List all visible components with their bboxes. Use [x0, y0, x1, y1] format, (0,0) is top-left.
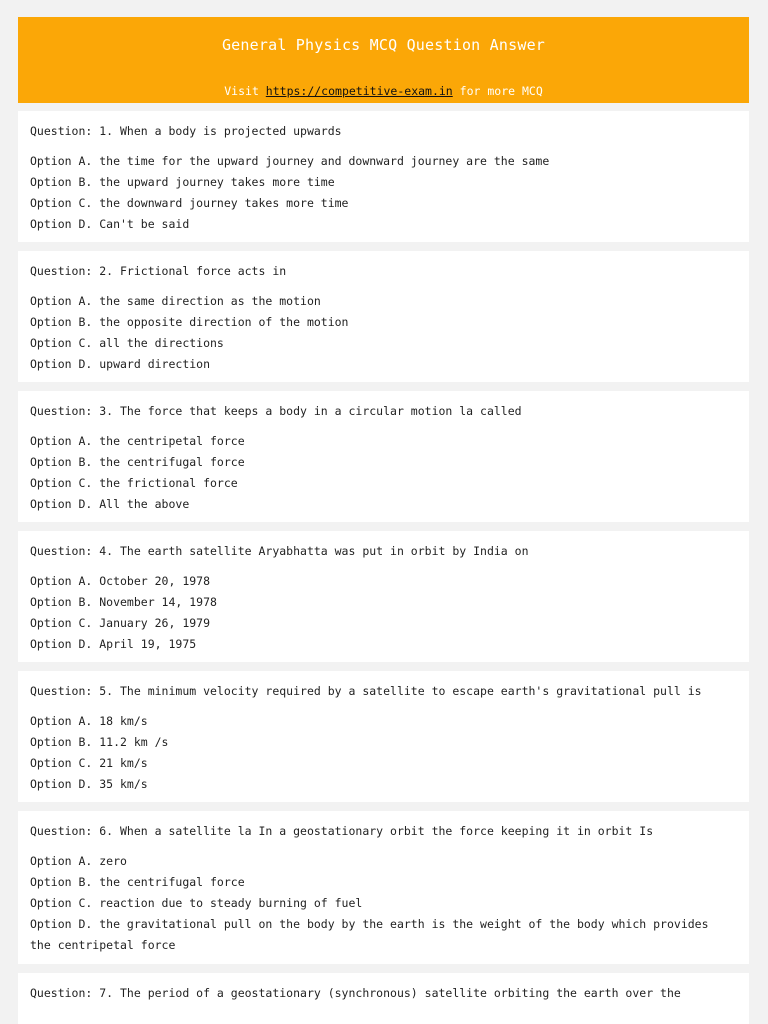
option-b: Option B. 11.2 km /s — [30, 735, 169, 749]
question-text: Question: 3. The force that keeps a body in a circular motion la called — [30, 404, 522, 418]
option-b: Option B. the centrifugal force — [30, 875, 245, 889]
option-b: Option B. the centrifugal force — [30, 455, 245, 469]
option-a: Option A. the centripetal force — [30, 434, 245, 448]
option-a: Option A. October 20, 1978 — [30, 574, 211, 588]
option-d: Option D. upward direction — [30, 357, 211, 371]
question-text: Question: 5. The minimum velocity required by a satellite to escape earth's gravitational pull is — [30, 684, 702, 698]
page-title: General Physics MCQ Question Answer — [221, 36, 546, 54]
option-c: Option C. all the directions — [30, 336, 224, 350]
visit-line — [18, 84, 749, 98]
option-c: Option C. reaction due to steady burning of fuel — [30, 896, 363, 910]
option-b: Option B. the opposite direction of the motion — [30, 315, 349, 329]
option-list — [30, 851, 733, 956]
option-list — [30, 711, 733, 795]
option-d: Option D. the gravitational pull on the body by the earth is the weight of the body which provides the centripetal force — [30, 917, 709, 952]
question-text: Question: 1. When a body is projected upwards — [30, 124, 342, 138]
question-card-5 — [18, 671, 749, 802]
option-d: Option D. April 19, 1975 — [30, 637, 197, 651]
visit-prefix: Visit — [224, 84, 266, 98]
option-c: Option C. the frictional force — [30, 476, 238, 490]
page-header — [18, 17, 749, 103]
option-b: Option B. November 14, 1978 — [30, 595, 217, 609]
site-link[interactable]: https://competitive-exam.in — [265, 84, 453, 98]
question-text: Question: 2. Frictional force acts in — [30, 264, 287, 278]
option-a: Option A. 18 km/s — [30, 714, 148, 728]
question-text: Question: 6. When a satellite la In a geostationary orbit the force keeping it in orbit Is — [30, 824, 654, 838]
option-c: Option C. 21 km/s — [30, 756, 148, 770]
option-d: Option D. Can't be said — [30, 217, 190, 231]
question-card-4 — [18, 531, 749, 662]
option-list — [30, 431, 733, 515]
question-text: Question: 4. The earth satellite Aryabhatta was put in orbit by India on — [30, 544, 529, 558]
question-card-1 — [18, 111, 749, 242]
question-card-3 — [18, 391, 749, 522]
option-c: Option C. January 26, 1979 — [30, 616, 211, 630]
option-list — [30, 291, 733, 375]
option-a: Option A. the same direction as the motion — [30, 294, 321, 308]
option-b: Option B. the upward journey takes more time — [30, 175, 335, 189]
question-card-2 — [18, 251, 749, 382]
question-card-7 — [18, 973, 749, 1024]
question-text: Question: 7. The period of a geostationary (synchronous) satellite orbiting the earth over the — [30, 986, 681, 1000]
option-a: Option A. the time for the upward journey and downward journey are the same — [30, 154, 550, 168]
option-c: Option C. the downward journey takes more time — [30, 196, 349, 210]
question-card-6 — [18, 811, 749, 964]
option-list — [30, 151, 733, 235]
option-d: Option D. 35 km/s — [30, 777, 148, 791]
option-a: Option A. zero — [30, 854, 127, 868]
option-d: Option D. All the above — [30, 497, 190, 511]
visit-suffix: for more MCQ — [452, 84, 543, 98]
option-list — [30, 571, 733, 655]
